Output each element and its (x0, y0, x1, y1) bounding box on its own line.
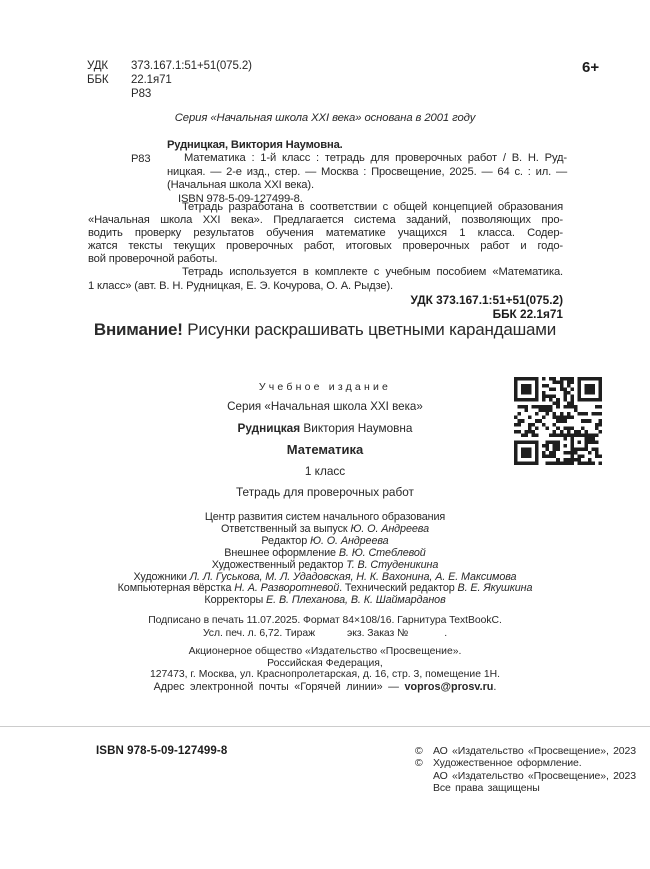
udk-label: УДК (87, 60, 108, 72)
credits-role: . Технический редактор (339, 582, 458, 595)
credits-line (0, 595, 650, 607)
copyright-text: Художественное оформление. (433, 757, 582, 770)
attention-note (0, 320, 650, 340)
classification-codes (87, 59, 252, 101)
credits-role: Компьютерная вёрстка (117, 582, 235, 595)
annotation-line: 1 класс» (авт. В. Н. Рудницкая, Е. Э. Кочурова, О. А. Рыдзе). (88, 279, 393, 292)
qr-code-icon (514, 377, 602, 465)
copyright-text: АО «Издательство «Просвещение», 2023 (433, 769, 637, 782)
credits-person-name: Л. Л. Гуськова, М. Л. Удадовская, Н. К. Вахонина, А. Е. Максимова (189, 570, 517, 583)
hotline-email: vopros@prosv.ru (404, 681, 494, 693)
publisher-block (0, 646, 650, 681)
credits-person-name: В. Ю. Стеблевой (338, 546, 426, 559)
divider-line (0, 726, 650, 727)
edition-author-name: Виктория Наумовна (300, 421, 413, 435)
credits-role: Внешнее оформление (224, 546, 339, 559)
copyright-line (415, 757, 636, 769)
publisher-line: Российская Федерация, (267, 657, 383, 669)
edition-author-surname: Рудницкая (237, 421, 301, 435)
publisher-line: Акционерное общество «Издательство «Просвещение». (188, 646, 462, 657)
author-code: Р83 (131, 88, 152, 100)
print-info-line (0, 628, 650, 639)
edition-series: Серия «Начальная школа XXI века» (227, 400, 423, 413)
bbk-right: ББК 22.1я71 (492, 306, 563, 321)
bibliographic-record (131, 139, 567, 206)
publisher-line: 127473, г. Москва, ул. Краснопролетарская, д. 16, стр. 3, помещение 1Н. (149, 669, 501, 681)
bib-code: Р83 (131, 153, 151, 165)
classification-codes-right (410, 294, 563, 321)
print-info-line: Подписано в печать 11.07.2025. Формат 84×108/16. Гарнитура TextBookC. (148, 615, 502, 626)
credits-person-name: В. Е. Якушкина (457, 582, 533, 595)
edition-type: Учебное издание (258, 381, 392, 393)
hotline-text: Адрес электронной почты «Горячей линии» — (153, 681, 405, 693)
series-note: Серия «Начальная школа XXI века» основана в 2001 году (174, 112, 476, 124)
print-info-circulation: Усл. печ. л. 6,72. Тираж (202, 628, 315, 639)
bib-description-line: Математика : 1-й класс : тетрадь для проверочных работ / В. Н. Руд- (184, 152, 567, 165)
credits-role: Ответственный за выпуск (221, 522, 351, 535)
credits-person-name: Н. А. Разворотневой (234, 582, 340, 595)
copyright-block (415, 745, 636, 795)
attention-word: Внимание! (93, 320, 183, 339)
bbk-label: ББК (87, 74, 109, 86)
credits-person-name: Ю. О. Андреева (350, 522, 429, 535)
edition-subtitle: Тетрадь для проверочных работ (236, 485, 414, 499)
credits-person-name: Е. В. Плеханова, В. К. Шаймарданов (266, 594, 446, 607)
udk-row (87, 59, 252, 73)
udk-right: УДК 373.167.1:51+51(075.2) (410, 293, 563, 307)
annotation (88, 201, 563, 293)
annotation-line: Тетрадь используется в комплекте с учебным пособием «Математика. (182, 266, 563, 279)
print-info-order: экз. Заказ № (346, 628, 409, 639)
bib-description-line: (Начальная школа XXI века). (167, 179, 314, 192)
bbk-value: 22.1я71 (131, 74, 172, 86)
copyright-symbol: © (415, 757, 423, 770)
attention-text: Рисунки раскрашивать цветными карандашами (182, 320, 557, 339)
credits-person-name: Ю. О. Андреева (310, 534, 389, 547)
credits-role: Центр развития систем начального образования (204, 511, 446, 523)
copyright-line (415, 770, 636, 782)
annotation-line: жатся тексты текущих проверочных работ, итоговых проверочных работ и годо- (88, 240, 563, 253)
bib-author-heading: Рудницкая, Виктория Наумовна. (167, 139, 343, 151)
credits-role: Художники (133, 570, 190, 583)
copyright-symbol: © (415, 745, 423, 757)
bib-description-line: ницкая. — 2-е изд., стер. — Москва : Просвещение, 2025. — 64 с. : ил. — (167, 165, 567, 178)
print-info-period: . (444, 628, 448, 639)
annotation-line: Тетрадь разработана в соответствии с общей концепцией образования (182, 201, 563, 213)
copyright-text: АО «Издательство «Просвещение», 2023 (433, 745, 637, 757)
copyright-line (415, 782, 636, 794)
hotline-period: . (493, 681, 497, 693)
bbk-row (87, 73, 252, 87)
footer-isbn: ISBN 978-5-09-127499-8 (96, 745, 228, 757)
credits-block (0, 512, 650, 607)
edition-title: Математика (286, 442, 364, 457)
annotation-line: вой проверочной работы. (88, 253, 218, 266)
age-rating-badge: 6+ (582, 59, 600, 76)
annotation-line: «Начальная школа XXI века». Предлагается система заданий, позволяющих про- (88, 214, 563, 227)
credits-role: Корректоры (204, 594, 267, 607)
annotation-line: водить проверку результатов обучения математике учащихся 1 класса. Содер- (88, 227, 563, 240)
hotline-address (0, 681, 650, 693)
bib-isbn: ISBN 978-5-09-127499-8. (178, 192, 303, 205)
udk-value: 373.167.1:51+51(075.2) (131, 60, 252, 72)
copyright-line (415, 745, 636, 757)
copyright-text: Все права защищены (433, 782, 540, 795)
credits-role: Редактор (261, 534, 310, 547)
credits-person-name: Т. В. Студеникина (346, 558, 439, 571)
credits-role: Художественный редактор (211, 558, 347, 571)
edition-grade: 1 класс (304, 464, 346, 478)
